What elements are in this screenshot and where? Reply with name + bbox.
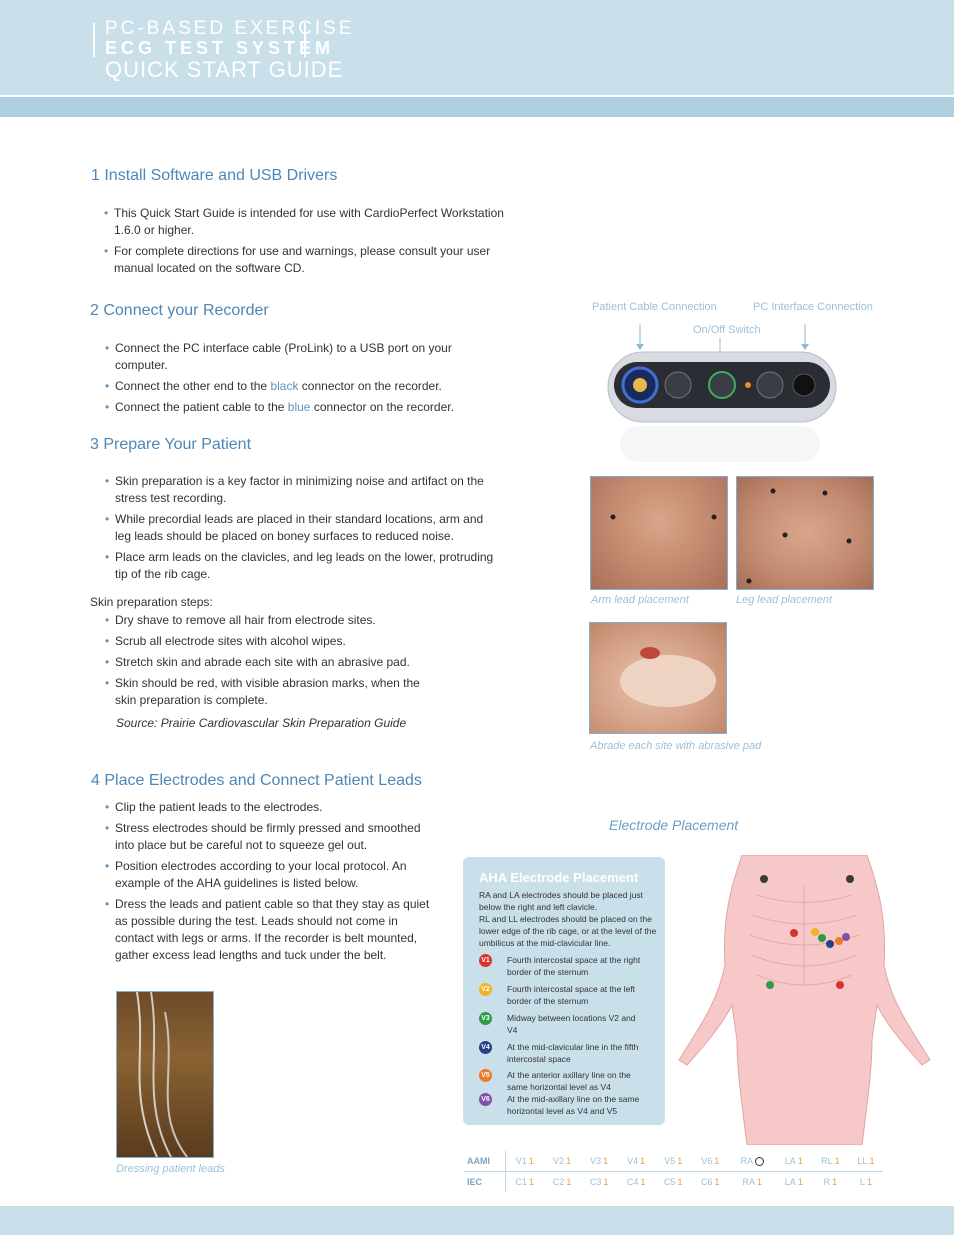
text-segment: Connect the patient cable to the: [115, 400, 288, 414]
arrow-head: [636, 344, 644, 350]
lead-badge: V5: [479, 1069, 492, 1082]
list-item: [105, 399, 505, 416]
section4-heading: 4 Place Electrodes and Connect Patient Leads: [91, 772, 422, 789]
electrode-dot: [783, 533, 788, 538]
section2-list: [105, 340, 505, 420]
patient-cable-label: Patient Cable Connection: [592, 301, 717, 313]
table-cell: LA 1: [784, 1177, 803, 1187]
header-band: [0, 97, 954, 117]
footer-band: [0, 1206, 954, 1235]
electrode-dot: [847, 539, 852, 544]
list-item: • Position electrodes according to your local protocol. An example of the AHA guidelines is listed below.: [105, 858, 435, 892]
lead-badge: V2: [479, 983, 492, 996]
leg-lead-photo: [736, 476, 874, 590]
status-led: [745, 382, 751, 388]
electrode-la: [846, 875, 854, 883]
electrode-dot: [611, 515, 616, 520]
lead-naming-table: [464, 1151, 883, 1192]
header-left-bar: [93, 23, 95, 57]
pc-interface-label: PC Interface Connection: [753, 301, 873, 313]
table-cell: C2 1: [552, 1177, 572, 1187]
electrode-v3: [818, 934, 826, 942]
black-connector-label: black: [270, 379, 299, 393]
list-item: • Clip the patient leads to the electrodes.: [105, 799, 435, 816]
torso-illustration: [672, 855, 937, 1145]
dressing-leads-photo: [116, 991, 214, 1158]
table-cell: V6 1: [692, 1151, 729, 1172]
patient-port-pins: [633, 378, 647, 392]
leg-lead-caption: Leg lead placement: [736, 594, 833, 606]
lead-description: Fourth intercostal space at the left border of the sternum: [507, 984, 636, 1006]
table-cell: V4 1: [618, 1151, 655, 1172]
electrode-dots: [591, 477, 727, 589]
text-segment: connector on the recorder.: [310, 400, 454, 414]
list-item: • Stress electrodes should be firmly pressed and smoothed into place but be careful not to squeeze gel out.: [105, 820, 435, 854]
list-item: • For complete directions for use and warnings, please consult your user manual located on the software CD.: [104, 243, 504, 277]
list-item: • Stretch skin and abrade each site with an abrasive pad.: [105, 654, 425, 671]
hand: [620, 655, 716, 707]
table-cell: LA 1: [776, 1151, 812, 1172]
table-cell: C4 1: [626, 1177, 646, 1187]
list-item: • Dress the leads and patient cable so that they stay as quiet as possible during the test. Leads should not come in contact with legs or arms. If the recorder is belt mounted, gather excess lead lengths and tuck under the belt.: [105, 896, 435, 964]
table-cell: LL 1: [849, 1151, 883, 1172]
table-cell: V3 1: [581, 1151, 618, 1172]
skin-prep-steps: [105, 612, 425, 713]
electrode-placement-title: Electrode Placement: [609, 817, 739, 833]
list-item: • Connect the PC interface cable (ProLink) to a USB port on your computer.: [105, 340, 505, 374]
electrode-v5: [835, 937, 843, 945]
hand-shape: [590, 623, 726, 733]
electrode-ra: [760, 875, 768, 883]
electrode-v2: [811, 928, 819, 936]
recorder-illustration: [600, 318, 850, 468]
section3-list: [105, 473, 500, 587]
power-icon: [709, 372, 735, 398]
lead-badge: V1: [479, 954, 492, 967]
table-cell: C6 1: [700, 1177, 720, 1187]
table-cell: RA: [729, 1151, 776, 1172]
table-cell: L 1: [859, 1177, 872, 1187]
lead-description: At the mid-clavicular line in the fifth intercostal space: [507, 1042, 639, 1064]
electrode-dots: [737, 477, 873, 589]
text-segment: Connect the other end to the: [115, 379, 271, 393]
table-cell: C3 1: [589, 1177, 609, 1187]
section3-heading: 3 Prepare Your Patient: [90, 436, 252, 453]
lead-badge: V6: [479, 1093, 492, 1106]
patient-icon-button: [665, 372, 691, 398]
list-item: • Place arm leads on the clavicles, and leg leads on the lower, protruding tip of the rib cage.: [105, 549, 500, 583]
list-item: • Dry shave to remove all hair from electrode sites.: [105, 612, 425, 629]
electrode-v4: [826, 940, 834, 948]
list-item: • This Quick Start Guide is intended for use with CardioPerfect Workstation 1.6.0 or higher.: [104, 205, 504, 239]
list-item: • Scrub all electrode sites with alcohol wipes.: [105, 633, 425, 650]
aha-intro-2: RL and LL electrodes should be placed on the lower edge of the rib cage, or at the level of the umbilicus at the mid-clavicular line.: [479, 914, 657, 948]
lead-description: At the mid-axillary line on the same horizontal level as V4 and V5: [507, 1094, 640, 1116]
section2-heading: 2 Connect your Recorder: [90, 302, 269, 319]
table-cell: RL 1: [812, 1151, 849, 1172]
table-cell: V2 1: [544, 1151, 581, 1172]
section4-list: [105, 799, 435, 968]
blue-connector-label: blue: [287, 400, 311, 414]
table-cell: C1 1: [515, 1177, 535, 1187]
electrode-rl: [766, 981, 774, 989]
table-cell: R 1: [823, 1177, 838, 1187]
table-row: [464, 1172, 883, 1193]
cable: [165, 1012, 187, 1157]
electrode-dot: [712, 515, 717, 520]
on-off-switch-label: On/Off Switch: [693, 324, 761, 336]
row-label: AAMI: [464, 1151, 506, 1172]
abrade-photo: [589, 622, 727, 734]
table-row: [464, 1151, 883, 1172]
table-cell: C5 1: [663, 1177, 683, 1187]
row-label: IEC: [464, 1172, 506, 1193]
list-item: • While precordial leads are placed in their standard locations, arm and leg leads should be placed on boney surfaces to reduced noise.: [105, 511, 500, 545]
header-title-line2: ECG TEST SYSTEM: [105, 38, 335, 58]
lead-badge: V3: [479, 1012, 492, 1025]
section1-heading: 1 Install Software and USB Drivers: [91, 167, 338, 184]
abrade-caption: Abrade each site with abrasive pad: [590, 740, 762, 752]
source-note: Source: Prairie Cardiovascular Skin Preparation Guide: [116, 716, 407, 730]
table-cell: RA 1: [742, 1177, 763, 1187]
electrode-v6: [842, 933, 850, 941]
header-title-line3: QUICK START GUIDE: [105, 57, 344, 82]
table-cell: V5 1: [655, 1151, 692, 1172]
arm-lead-photo: [590, 476, 728, 590]
ra-circle-marker: [755, 1157, 764, 1166]
cable-shapes: [117, 992, 213, 1157]
section1-list: [104, 205, 504, 281]
dressing-caption: Dressing patient leads: [116, 1163, 225, 1175]
lead-description: At the anterior axillary line on the same horizontal level as V4: [507, 1070, 631, 1092]
electrode-v1: [790, 929, 798, 937]
aha-title: AHA Electrode Placement: [479, 870, 639, 885]
electrode-dot: [747, 579, 752, 584]
aha-intro-1: RA and LA electrodes should be placed just below the right and left clavicle.: [479, 890, 643, 912]
table-cell: V1 1: [506, 1151, 544, 1172]
pc-port: [793, 374, 815, 396]
recorder-reflection: [620, 426, 820, 462]
lead-description: Midway between locations V2 and V4: [507, 1013, 636, 1035]
pc-icon-button: [757, 372, 783, 398]
electrode-dot: [771, 489, 776, 494]
skin-prep-label: Skin preparation steps:: [90, 595, 213, 609]
electrode-ll: [836, 981, 844, 989]
arm-lead-caption: Arm lead placement: [591, 594, 689, 606]
lead-description: Fourth intercostal space at the right border of the sternum: [507, 955, 641, 977]
list-item: [105, 378, 505, 395]
header-title-line1: PC-BASED EXERCISE: [105, 18, 355, 39]
lead-badge: V4: [479, 1041, 492, 1054]
electrode-dot: [823, 491, 828, 496]
list-item: • Skin preparation is a key factor in minimizing noise and artifact on the stress test recording.: [105, 473, 500, 507]
text-segment: connector on the recorder.: [298, 379, 442, 393]
list-item: • Skin should be red, with visible abrasion marks, when the skin preparation is complete.: [105, 675, 425, 709]
arrow-head: [801, 344, 809, 350]
abrasive-pad: [640, 647, 660, 659]
